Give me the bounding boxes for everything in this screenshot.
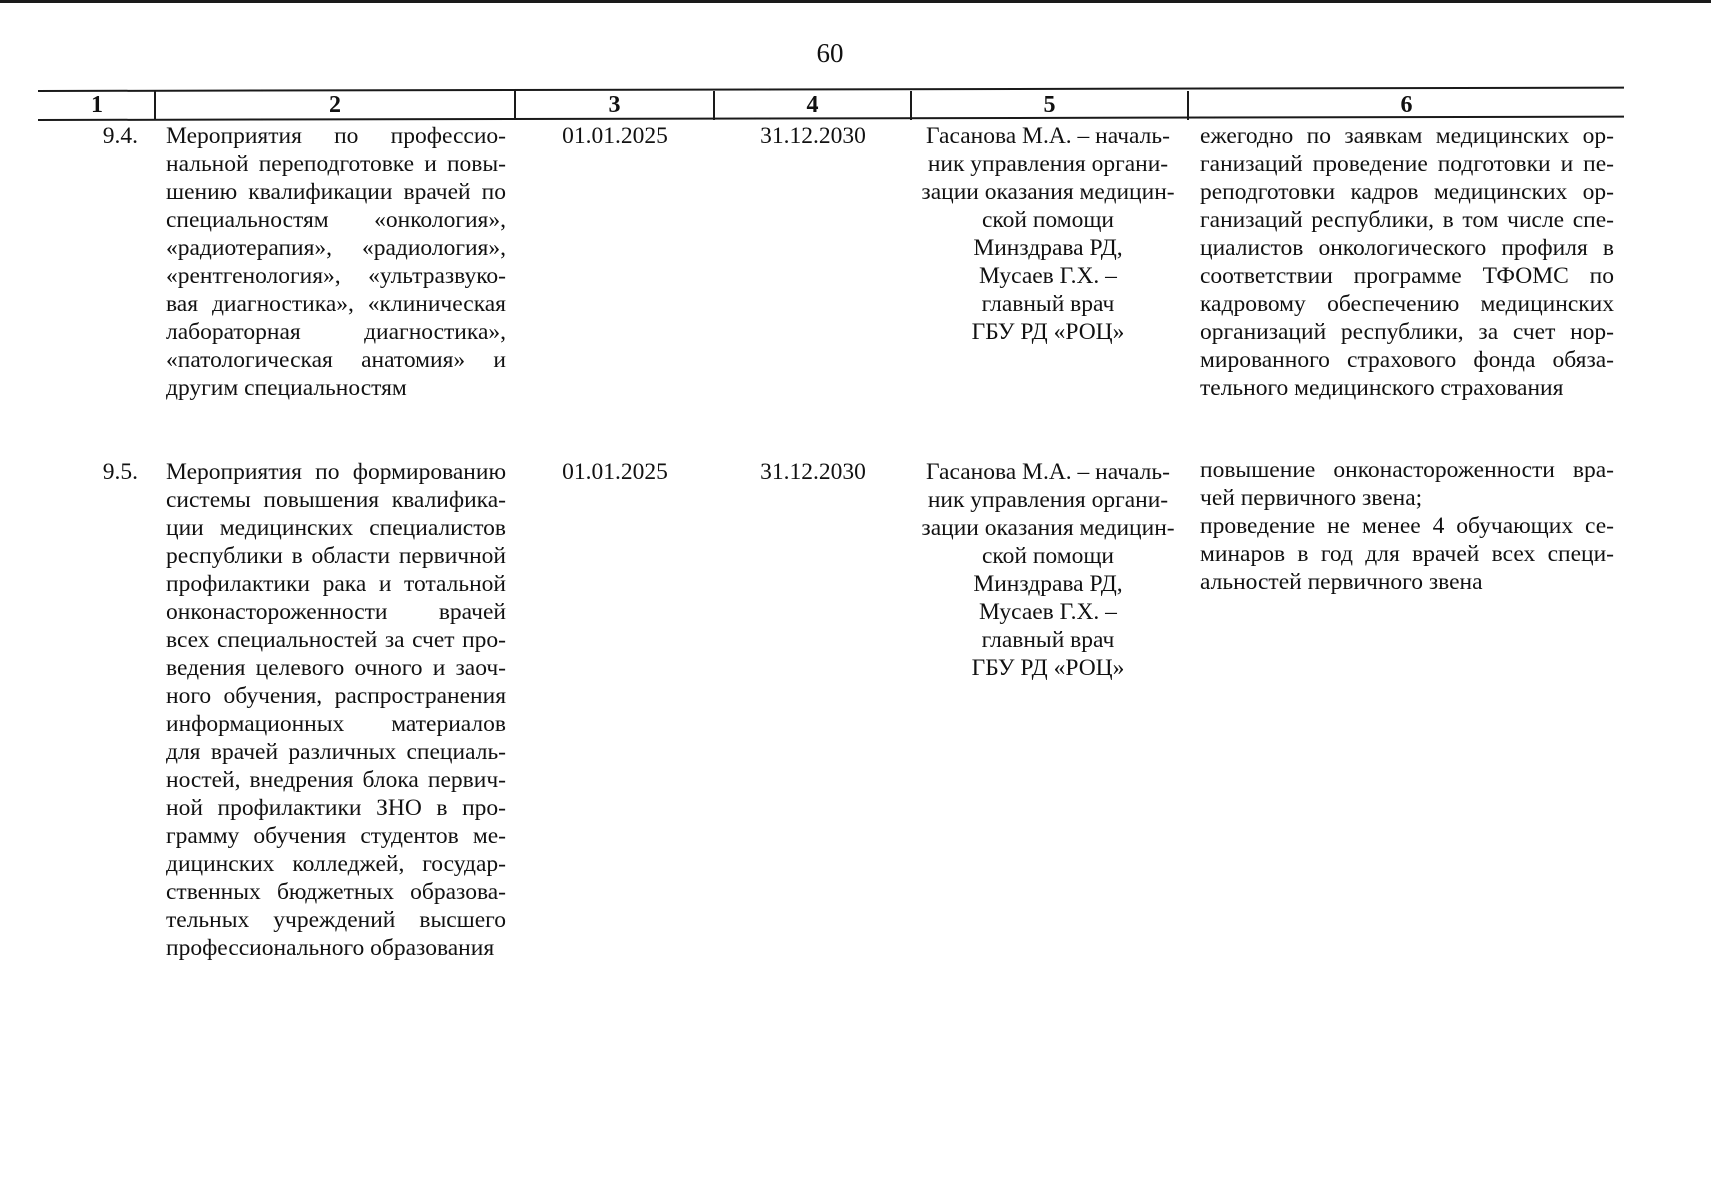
table-row-responsible: Гасанова М.А. – началь- ник управления органи- зации оказания медицин- ской помощи Минздрава РД, Мусаев Г.Х. – главный врач ГБУ РД «РОЦ»: [921, 123, 1175, 345]
scan-edge: [0, 0, 1711, 3]
page-number: 60: [816, 38, 844, 68]
column-header-3: 3: [608, 92, 621, 118]
column-header-6: 6: [1400, 92, 1413, 118]
column-header-5: 5: [1043, 92, 1056, 118]
column-header-1: 1: [91, 92, 103, 118]
table-row-description: Мероприятия по профессио- нальной переподготовке и повы- шению квалификации врачей по специальностям «онкология», «радиотерапия», «радиология», «рентгенология», «ультразвуко- вая диагностика», «клиническая лабораторная диагностика», «патологическая анатомия» и другим специальностям: [166, 123, 506, 401]
table-row-responsible: Гасанова М.А. – началь- ник управления органи- зации оказания медицин- ской помощи Минздрава РД, Мусаев Г.Х. – главный врач ГБУ РД «РОЦ»: [921, 459, 1175, 681]
table-row-result: повышение онконастороженности вра- чей первичного звена; проведение не менее 4 обучающих се- минаров в год для врачей всех специ- альностей первичного звена: [1200, 457, 1614, 595]
column-header-2: 2: [329, 92, 341, 118]
column-header-4: 4: [806, 92, 819, 118]
table-row-end-date: 31.12.2030: [760, 123, 866, 149]
table-row-start-date: 01.01.2025: [562, 123, 668, 149]
table-row-number: 9.5.: [102, 459, 138, 485]
table-row-number: 9.4.: [102, 123, 138, 149]
table-row-start-date: 01.01.2025: [562, 459, 668, 485]
table-row-result: ежегодно по заявкам медицинских ор- ганизаций проведение подготовки и пе- реподготовки кадров медицинских ор- ганизаций республики, в том числе спе- циалистов онкологического профиля в соответствии программе ТФОМС по кадровому обеспечению медицинских организаций республики, за счет нор- мированного страхового фонда обяза- тельного медицинского страхования: [1200, 123, 1614, 401]
table-row-description: Мероприятия по формированию системы повышения квалифика- ции медицинских специалистов республики в области первичной профилактики рака и тотальной онконастороженности врачей всех специальностей за счет про- ведения целевого очного и заоч- ного обучения, распространения информационных материалов для врачей различных специаль- ностей, внедрения блока первич- ной профилактики ЗНО в про- грамму обучения студентов ме- дицинских колледжей, государ- ственных бюджетных образова- тельных учреждений высшего профессионального образования: [166, 459, 506, 961]
table-row-end-date: 31.12.2030: [760, 459, 866, 485]
